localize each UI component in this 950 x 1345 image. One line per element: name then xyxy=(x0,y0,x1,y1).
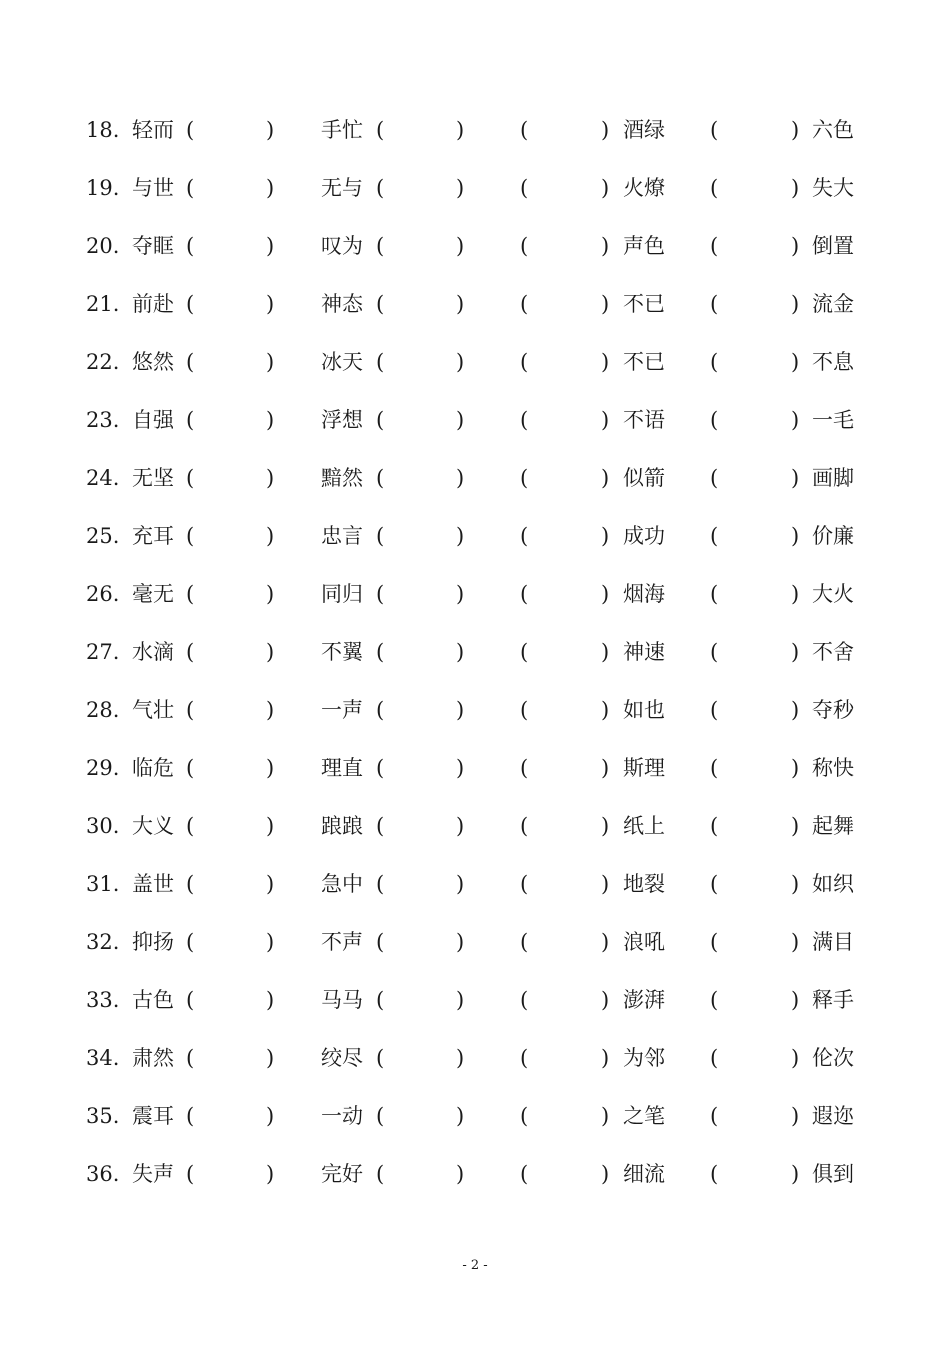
blank-4-close-paren: ) xyxy=(791,1046,800,1070)
blank-3-close-paren: ) xyxy=(601,930,610,954)
idiom-row xyxy=(0,690,950,730)
blank-1-open-paren: ( xyxy=(186,118,195,142)
item-number: 36. xyxy=(86,1162,120,1186)
blank-4-close-paren: ) xyxy=(791,756,800,780)
blank-2-close-paren: ) xyxy=(456,988,465,1012)
blank-3-close-paren: ) xyxy=(601,524,610,548)
blank-3-open-paren: ( xyxy=(520,582,529,606)
idiom-part-1: 与世 xyxy=(132,176,174,200)
idiom-part-4: 俱到 xyxy=(812,1162,854,1186)
blank-1-close-paren: ) xyxy=(266,1104,275,1128)
idiom-part-3: 神速 xyxy=(623,640,665,664)
idiom-part-2: 无与 xyxy=(321,176,363,200)
idiom-row xyxy=(0,458,950,498)
idiom-row xyxy=(0,864,950,904)
blank-2-open-paren: ( xyxy=(376,698,385,722)
idiom-part-2: 完好 xyxy=(321,1162,363,1186)
idiom-part-2: 马马 xyxy=(321,988,363,1012)
blank-3-close-paren: ) xyxy=(601,350,610,374)
blank-4-close-paren: ) xyxy=(791,988,800,1012)
blank-1-close-paren: ) xyxy=(266,176,275,200)
blank-3-close-paren: ) xyxy=(601,640,610,664)
blank-1-close-paren: ) xyxy=(266,582,275,606)
blank-3-open-paren: ( xyxy=(520,350,529,374)
idiom-part-3: 不已 xyxy=(623,350,665,374)
blank-1-close-paren: ) xyxy=(266,408,275,432)
idiom-part-4: 释手 xyxy=(812,988,854,1012)
idiom-part-3: 如也 xyxy=(623,698,665,722)
idiom-part-3: 地裂 xyxy=(623,872,665,896)
item-number: 26. xyxy=(86,582,120,606)
blank-1-open-paren: ( xyxy=(186,582,195,606)
blank-2-close-paren: ) xyxy=(456,1162,465,1186)
blank-4-open-paren: ( xyxy=(710,930,719,954)
blank-2-open-paren: ( xyxy=(376,756,385,780)
blank-2-close-paren: ) xyxy=(456,524,465,548)
idiom-part-4: 称快 xyxy=(812,756,854,780)
idiom-row xyxy=(0,980,950,1020)
item-number: 30. xyxy=(86,814,120,838)
blank-3-open-paren: ( xyxy=(520,1104,529,1128)
blank-1-open-paren: ( xyxy=(186,756,195,780)
blank-2-open-paren: ( xyxy=(376,234,385,258)
idiom-part-1: 无坚 xyxy=(132,466,174,490)
blank-4-open-paren: ( xyxy=(710,350,719,374)
idiom-part-4: 不息 xyxy=(812,350,854,374)
idiom-part-4: 起舞 xyxy=(812,814,854,838)
idiom-part-1: 肃然 xyxy=(132,1046,174,1070)
idiom-part-4: 如织 xyxy=(812,872,854,896)
item-number: 21. xyxy=(86,292,120,316)
blank-4-open-paren: ( xyxy=(710,176,719,200)
blank-2-open-paren: ( xyxy=(376,582,385,606)
blank-3-open-paren: ( xyxy=(520,234,529,258)
blank-4-close-paren: ) xyxy=(791,814,800,838)
blank-2-close-paren: ) xyxy=(456,118,465,142)
idiom-part-4: 六色 xyxy=(812,118,854,142)
blank-3-open-paren: ( xyxy=(520,640,529,664)
idiom-part-3: 火燎 xyxy=(623,176,665,200)
blank-4-close-paren: ) xyxy=(791,408,800,432)
idiom-part-3: 为邻 xyxy=(623,1046,665,1070)
idiom-part-1: 水滴 xyxy=(132,640,174,664)
item-number: 18. xyxy=(86,118,120,142)
blank-1-close-paren: ) xyxy=(266,466,275,490)
blank-1-close-paren: ) xyxy=(266,292,275,316)
blank-2-open-paren: ( xyxy=(376,118,385,142)
idiom-part-4: 夺秒 xyxy=(812,698,854,722)
idiom-row xyxy=(0,226,950,266)
blank-1-open-paren: ( xyxy=(186,640,195,664)
blank-3-open-paren: ( xyxy=(520,176,529,200)
item-number: 27. xyxy=(86,640,120,664)
idiom-part-2: 神态 xyxy=(321,292,363,316)
idiom-row xyxy=(0,574,950,614)
blank-3-close-paren: ) xyxy=(601,118,610,142)
idiom-part-1: 大义 xyxy=(132,814,174,838)
idiom-part-3: 酒绿 xyxy=(623,118,665,142)
blank-4-open-paren: ( xyxy=(710,582,719,606)
item-number: 34. xyxy=(86,1046,120,1070)
blank-2-close-paren: ) xyxy=(456,756,465,780)
blank-4-open-paren: ( xyxy=(710,408,719,432)
blank-1-open-paren: ( xyxy=(186,176,195,200)
idiom-part-3: 不已 xyxy=(623,292,665,316)
blank-1-close-paren: ) xyxy=(266,118,275,142)
idiom-part-3: 之笔 xyxy=(623,1104,665,1128)
blank-4-open-paren: ( xyxy=(710,1162,719,1186)
item-number: 28. xyxy=(86,698,120,722)
idiom-row xyxy=(0,400,950,440)
blank-1-open-paren: ( xyxy=(186,292,195,316)
blank-2-close-paren: ) xyxy=(456,466,465,490)
idiom-part-4: 画脚 xyxy=(812,466,854,490)
blank-4-close-paren: ) xyxy=(791,640,800,664)
idiom-part-3: 斯理 xyxy=(623,756,665,780)
blank-2-open-paren: ( xyxy=(376,988,385,1012)
blank-2-open-paren: ( xyxy=(376,524,385,548)
idiom-part-3: 似箭 xyxy=(623,466,665,490)
idiom-part-1: 悠然 xyxy=(132,350,174,374)
blank-1-open-paren: ( xyxy=(186,930,195,954)
blank-2-open-paren: ( xyxy=(376,292,385,316)
blank-3-open-paren: ( xyxy=(520,872,529,896)
blank-1-close-paren: ) xyxy=(266,930,275,954)
blank-1-close-paren: ) xyxy=(266,698,275,722)
blank-1-close-paren: ) xyxy=(266,350,275,374)
blank-4-close-paren: ) xyxy=(791,1104,800,1128)
blank-1-close-paren: ) xyxy=(266,234,275,258)
blank-4-open-paren: ( xyxy=(710,118,719,142)
blank-1-open-paren: ( xyxy=(186,814,195,838)
item-number: 35. xyxy=(86,1104,120,1128)
idiom-part-1: 抑扬 xyxy=(132,930,174,954)
idiom-part-1: 气壮 xyxy=(132,698,174,722)
blank-4-open-paren: ( xyxy=(710,872,719,896)
blank-4-open-paren: ( xyxy=(710,814,719,838)
blank-2-open-paren: ( xyxy=(376,930,385,954)
idiom-part-2: 同归 xyxy=(321,582,363,606)
blank-3-open-paren: ( xyxy=(520,292,529,316)
idiom-part-4: 流金 xyxy=(812,292,854,316)
idiom-part-4: 失大 xyxy=(812,176,854,200)
idiom-part-1: 夺眶 xyxy=(132,234,174,258)
idiom-part-2: 不声 xyxy=(321,930,363,954)
idiom-part-3: 声色 xyxy=(623,234,665,258)
blank-4-close-paren: ) xyxy=(791,118,800,142)
blank-2-open-paren: ( xyxy=(376,814,385,838)
idiom-row xyxy=(0,342,950,382)
blank-3-close-paren: ) xyxy=(601,408,610,432)
blank-3-close-paren: ) xyxy=(601,814,610,838)
item-number: 29. xyxy=(86,756,120,780)
blank-4-close-paren: ) xyxy=(791,292,800,316)
idiom-part-4: 大火 xyxy=(812,582,854,606)
blank-1-open-paren: ( xyxy=(186,408,195,432)
blank-4-open-paren: ( xyxy=(710,1104,719,1128)
blank-3-open-paren: ( xyxy=(520,1162,529,1186)
blank-2-close-paren: ) xyxy=(456,582,465,606)
blank-3-close-paren: ) xyxy=(601,872,610,896)
idiom-part-3: 不语 xyxy=(623,408,665,432)
blank-3-open-paren: ( xyxy=(520,118,529,142)
blank-4-open-paren: ( xyxy=(710,698,719,722)
idiom-part-1: 毫无 xyxy=(132,582,174,606)
blank-1-close-paren: ) xyxy=(266,872,275,896)
blank-4-close-paren: ) xyxy=(791,582,800,606)
blank-1-close-paren: ) xyxy=(266,988,275,1012)
blank-1-close-paren: ) xyxy=(266,814,275,838)
idiom-part-4: 不舍 xyxy=(812,640,854,664)
idiom-part-1: 失声 xyxy=(132,1162,174,1186)
blank-3-close-paren: ) xyxy=(601,698,610,722)
blank-4-close-paren: ) xyxy=(791,350,800,374)
idiom-part-2: 急中 xyxy=(321,872,363,896)
idiom-row xyxy=(0,516,950,556)
blank-2-close-paren: ) xyxy=(456,698,465,722)
blank-3-close-paren: ) xyxy=(601,582,610,606)
blank-4-close-paren: ) xyxy=(791,176,800,200)
blank-2-close-paren: ) xyxy=(456,814,465,838)
blank-4-open-paren: ( xyxy=(710,466,719,490)
blank-1-open-paren: ( xyxy=(186,698,195,722)
page-number: - 2 - xyxy=(462,1258,488,1273)
blank-2-close-paren: ) xyxy=(456,1104,465,1128)
item-number: 20. xyxy=(86,234,120,258)
idiom-row xyxy=(0,806,950,846)
blank-1-open-paren: ( xyxy=(186,1162,195,1186)
blank-4-open-paren: ( xyxy=(710,988,719,1012)
blank-4-close-paren: ) xyxy=(791,930,800,954)
blank-4-open-paren: ( xyxy=(710,640,719,664)
idiom-part-1: 盖世 xyxy=(132,872,174,896)
idiom-part-1: 临危 xyxy=(132,756,174,780)
blank-1-open-paren: ( xyxy=(186,350,195,374)
idiom-part-2: 踉踉 xyxy=(321,814,363,838)
blank-1-close-paren: ) xyxy=(266,1162,275,1186)
item-number: 32. xyxy=(86,930,120,954)
idiom-part-3: 浪吼 xyxy=(623,930,665,954)
idiom-part-2: 叹为 xyxy=(321,234,363,258)
blank-2-close-paren: ) xyxy=(456,176,465,200)
blank-2-close-paren: ) xyxy=(456,408,465,432)
idiom-row xyxy=(0,168,950,208)
blank-3-open-paren: ( xyxy=(520,814,529,838)
idiom-part-2: 忠言 xyxy=(321,524,363,548)
blank-3-close-paren: ) xyxy=(601,1162,610,1186)
blank-4-open-paren: ( xyxy=(710,524,719,548)
blank-3-close-paren: ) xyxy=(601,234,610,258)
blank-4-close-paren: ) xyxy=(791,524,800,548)
blank-3-close-paren: ) xyxy=(601,292,610,316)
blank-2-close-paren: ) xyxy=(456,350,465,374)
blank-3-close-paren: ) xyxy=(601,176,610,200)
idiom-part-1: 自强 xyxy=(132,408,174,432)
blank-3-close-paren: ) xyxy=(601,466,610,490)
blank-1-open-paren: ( xyxy=(186,524,195,548)
blank-3-open-paren: ( xyxy=(520,930,529,954)
blank-4-close-paren: ) xyxy=(791,872,800,896)
blank-2-close-paren: ) xyxy=(456,292,465,316)
blank-2-open-paren: ( xyxy=(376,872,385,896)
idiom-part-2: 绞尽 xyxy=(321,1046,363,1070)
blank-2-open-paren: ( xyxy=(376,1162,385,1186)
blank-4-close-paren: ) xyxy=(791,698,800,722)
item-number: 22. xyxy=(86,350,120,374)
idiom-part-2: 一动 xyxy=(321,1104,363,1128)
blank-3-open-paren: ( xyxy=(520,408,529,432)
idiom-part-4: 倒置 xyxy=(812,234,854,258)
blank-2-close-paren: ) xyxy=(456,234,465,258)
item-number: 24. xyxy=(86,466,120,490)
blank-2-close-paren: ) xyxy=(456,930,465,954)
idiom-part-3: 细流 xyxy=(623,1162,665,1186)
blank-2-open-paren: ( xyxy=(376,408,385,432)
idiom-row xyxy=(0,748,950,788)
idiom-part-3: 纸上 xyxy=(623,814,665,838)
blank-1-close-paren: ) xyxy=(266,640,275,664)
idiom-row xyxy=(0,632,950,672)
blank-1-close-paren: ) xyxy=(266,1046,275,1070)
item-number: 23. xyxy=(86,408,120,432)
idiom-part-2: 手忙 xyxy=(321,118,363,142)
idiom-row xyxy=(0,1154,950,1194)
blank-3-open-paren: ( xyxy=(520,466,529,490)
blank-1-close-paren: ) xyxy=(266,756,275,780)
idiom-part-2: 一声 xyxy=(321,698,363,722)
idiom-row xyxy=(0,922,950,962)
blank-4-open-paren: ( xyxy=(710,292,719,316)
blank-2-open-paren: ( xyxy=(376,466,385,490)
blank-2-close-paren: ) xyxy=(456,640,465,664)
idiom-row xyxy=(0,110,950,150)
blank-2-open-paren: ( xyxy=(376,640,385,664)
idiom-part-4: 满目 xyxy=(812,930,854,954)
idiom-part-1: 震耳 xyxy=(132,1104,174,1128)
blank-3-close-paren: ) xyxy=(601,988,610,1012)
item-number: 25. xyxy=(86,524,120,548)
idiom-part-2: 冰天 xyxy=(321,350,363,374)
blank-2-open-paren: ( xyxy=(376,1104,385,1128)
idiom-part-4: 伦次 xyxy=(812,1046,854,1070)
idiom-row xyxy=(0,1096,950,1136)
blank-1-open-paren: ( xyxy=(186,1046,195,1070)
idiom-part-1: 轻而 xyxy=(132,118,174,142)
blank-4-close-paren: ) xyxy=(791,466,800,490)
idiom-part-2: 理直 xyxy=(321,756,363,780)
idiom-part-2: 不翼 xyxy=(321,640,363,664)
idiom-part-4: 价廉 xyxy=(812,524,854,548)
idiom-part-2: 黯然 xyxy=(321,466,363,490)
idiom-row xyxy=(0,1038,950,1078)
blank-1-open-paren: ( xyxy=(186,988,195,1012)
blank-4-open-paren: ( xyxy=(710,1046,719,1070)
blank-1-open-paren: ( xyxy=(186,234,195,258)
blank-3-close-paren: ) xyxy=(601,1104,610,1128)
blank-4-close-paren: ) xyxy=(791,234,800,258)
blank-2-open-paren: ( xyxy=(376,176,385,200)
item-number: 33. xyxy=(86,988,120,1012)
idiom-part-3: 成功 xyxy=(623,524,665,548)
idiom-part-4: 遐迩 xyxy=(812,1104,854,1128)
blank-4-open-paren: ( xyxy=(710,756,719,780)
idiom-part-3: 烟海 xyxy=(623,582,665,606)
blank-3-close-paren: ) xyxy=(601,1046,610,1070)
blank-4-open-paren: ( xyxy=(710,234,719,258)
blank-1-open-paren: ( xyxy=(186,1104,195,1128)
item-number: 31. xyxy=(86,872,120,896)
idiom-part-2: 浮想 xyxy=(321,408,363,432)
idiom-part-3: 澎湃 xyxy=(623,988,665,1012)
idiom-row xyxy=(0,284,950,324)
idiom-part-4: 一毛 xyxy=(812,408,854,432)
idiom-part-1: 前赴 xyxy=(132,292,174,316)
blank-2-open-paren: ( xyxy=(376,350,385,374)
blank-1-open-paren: ( xyxy=(186,872,195,896)
blank-3-open-paren: ( xyxy=(520,1046,529,1070)
blank-3-close-paren: ) xyxy=(601,756,610,780)
blank-2-open-paren: ( xyxy=(376,1046,385,1070)
item-number: 19. xyxy=(86,176,120,200)
blank-3-open-paren: ( xyxy=(520,756,529,780)
blank-1-close-paren: ) xyxy=(266,524,275,548)
blank-2-close-paren: ) xyxy=(456,872,465,896)
blank-3-open-paren: ( xyxy=(520,698,529,722)
idiom-part-1: 充耳 xyxy=(132,524,174,548)
blank-3-open-paren: ( xyxy=(520,988,529,1012)
idiom-part-1: 古色 xyxy=(132,988,174,1012)
blank-1-open-paren: ( xyxy=(186,466,195,490)
blank-2-close-paren: ) xyxy=(456,1046,465,1070)
blank-4-close-paren: ) xyxy=(791,1162,800,1186)
blank-3-open-paren: ( xyxy=(520,524,529,548)
